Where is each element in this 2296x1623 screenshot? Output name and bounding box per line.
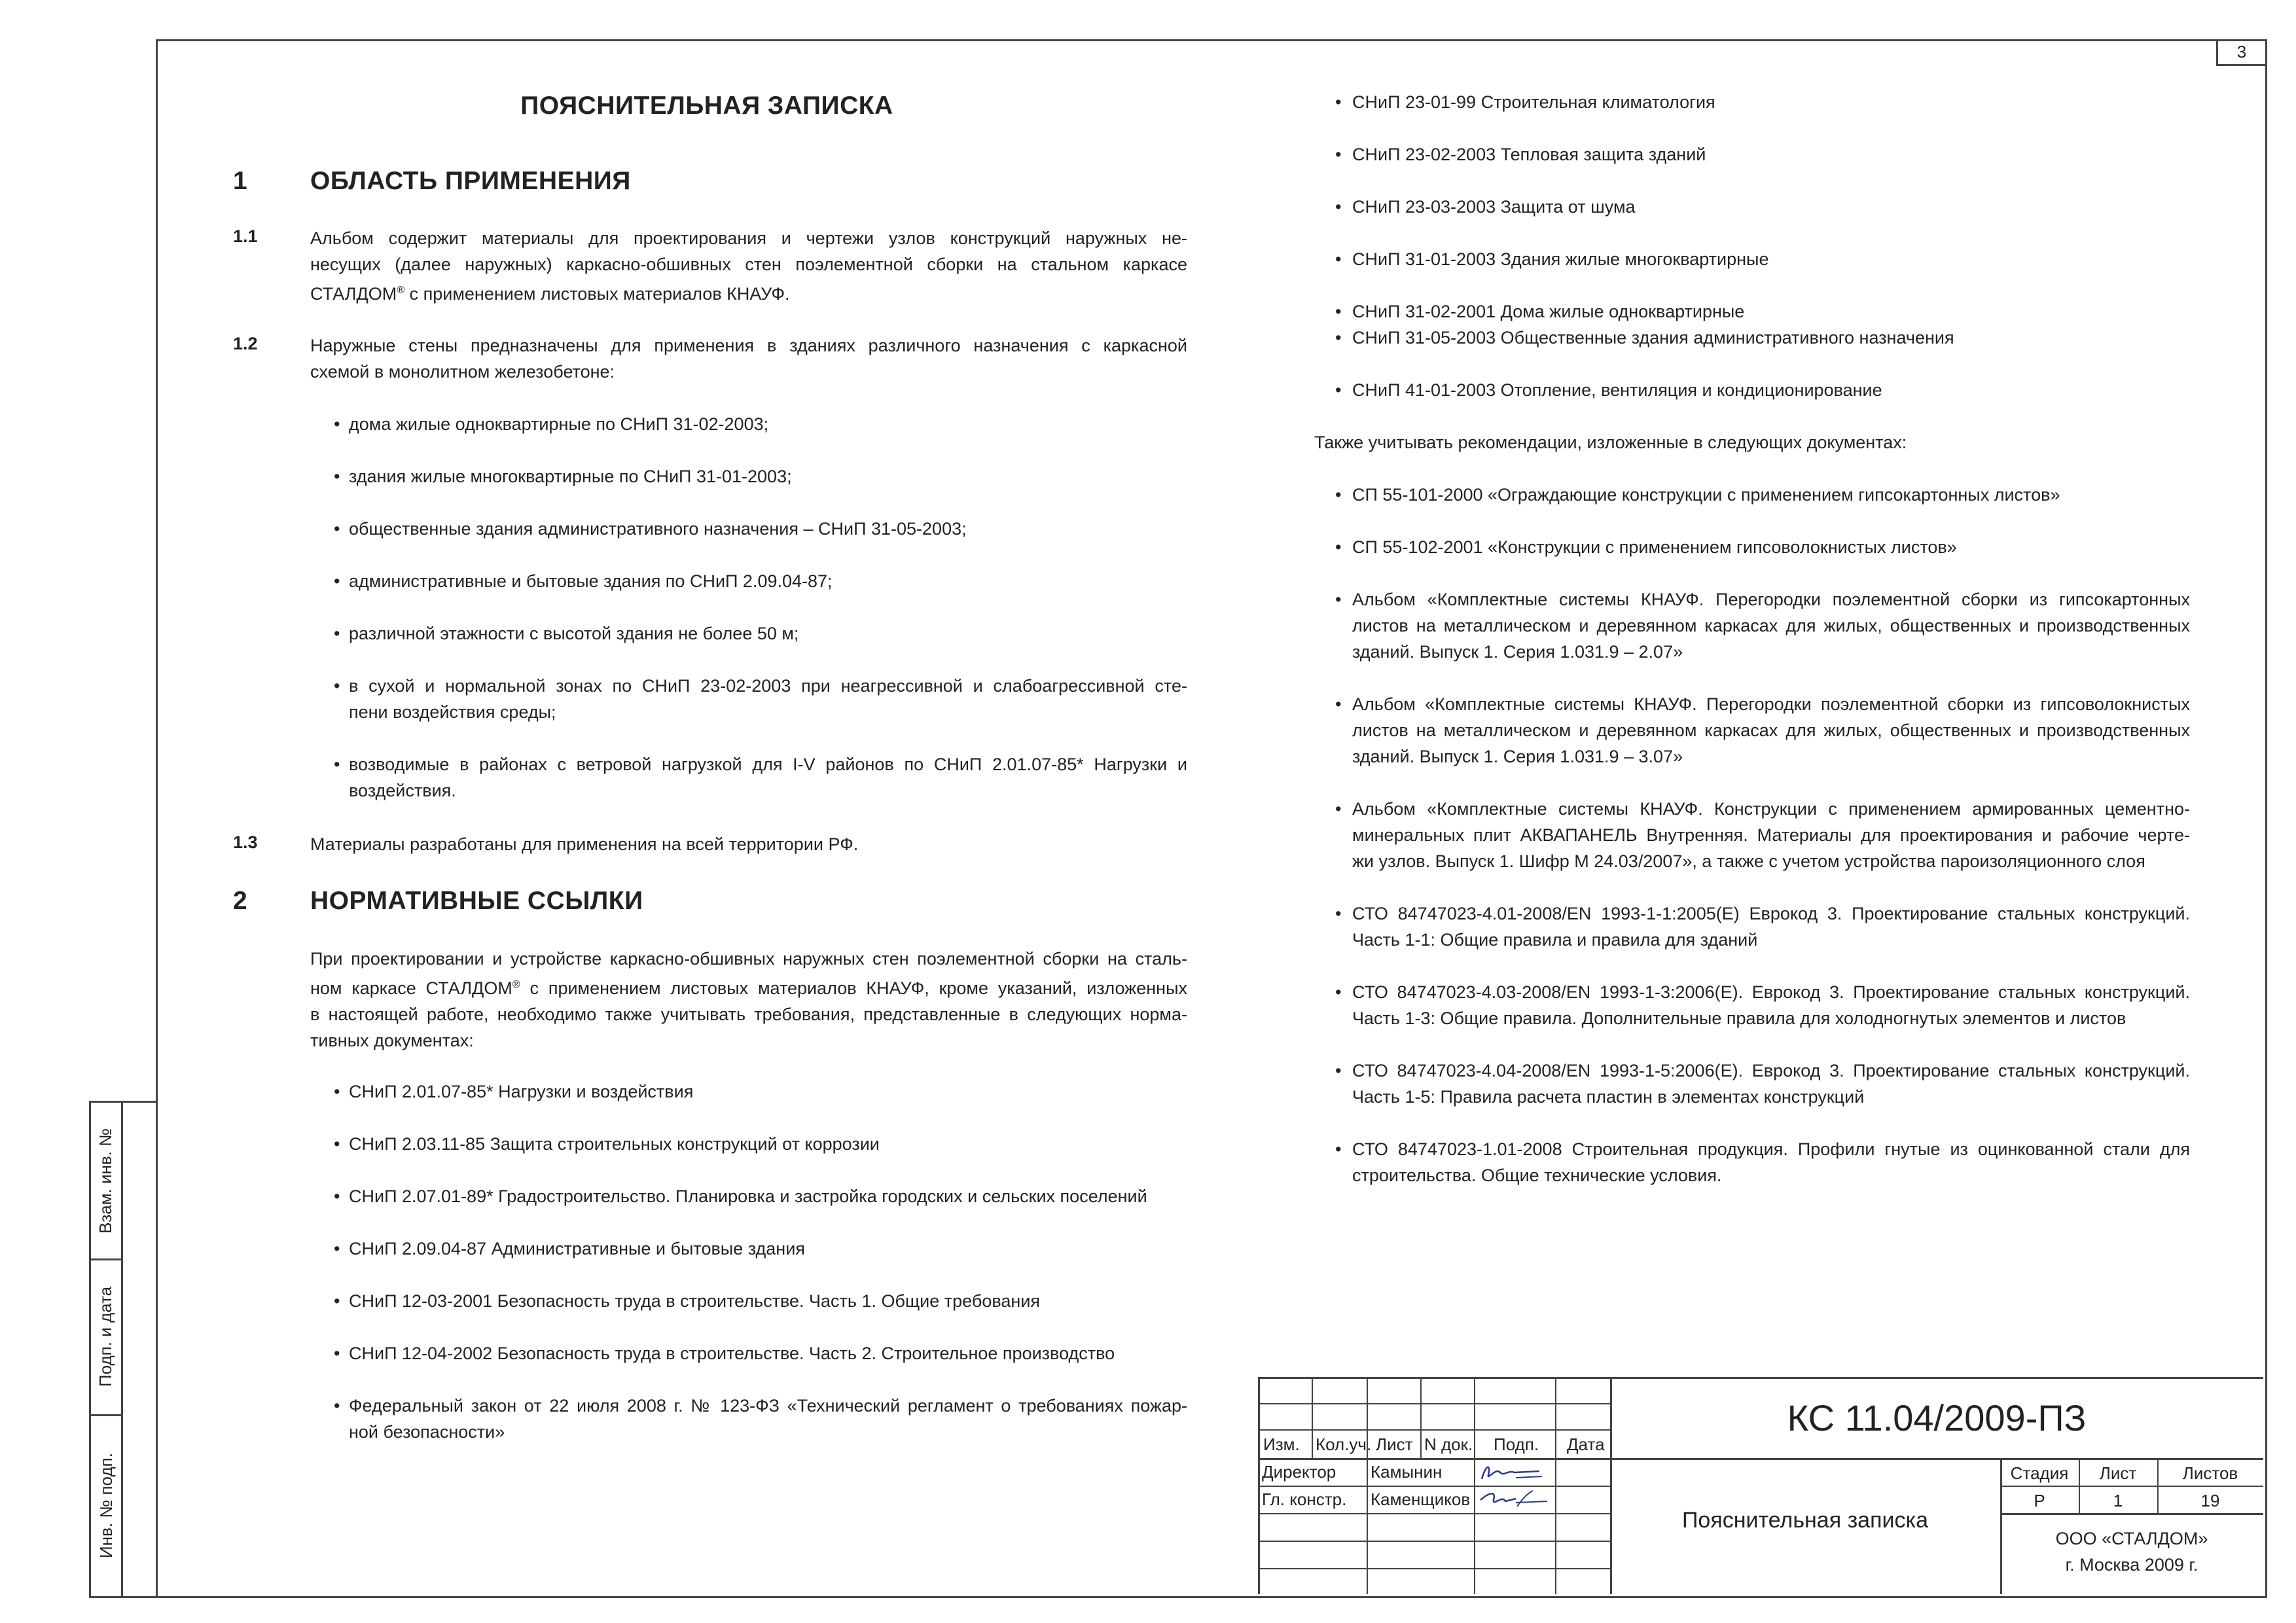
sheets-value: 19 [2200, 1491, 2220, 1510]
page-number: 3 [2216, 39, 2265, 66]
list-item: дома жилые одноквартирные по СНиП 31-02-2003; [349, 414, 769, 434]
bullet-dot: • [334, 571, 340, 591]
list-item: различной этажности с высотой здания не более 50 м; [349, 624, 799, 643]
sheets-header: Листов [2182, 1463, 2238, 1483]
reference-item: СНиП 23-01-99 Строительная климатология [1352, 92, 1715, 112]
reference-item: СТО 84747023-4.01-2008/EN 1993-1-1:2005(E) Еврокод 3. Проектирование стальных конструкций. Часть 1-1: Общие правила и правила для зданий [1352, 904, 2190, 950]
column-header: Изм. [1263, 1435, 1300, 1454]
bullet-dot: • [334, 1082, 340, 1101]
bullet-dot: • [1335, 904, 1342, 923]
list-item: в сухой и нормальной зонах по СНиП 23-02-2003 при неагрессивной и слабоагрессивной сте- пени воздействия среды; [349, 676, 1187, 722]
reference-item: СНиП 31-05-2003 Общественные здания административного назначения [1352, 328, 1954, 348]
title-block [1258, 1377, 2263, 1594]
bullet-dot: • [334, 519, 340, 539]
document-code: КС 11.04/2009-ПЗ [1787, 1397, 2087, 1438]
section-title: НОРМАТИВНЫЕ ССЫЛКИ [310, 887, 643, 915]
reference-item: СНиП 23-03-2003 Защита от шума [1352, 197, 1636, 217]
paragraph-number: 1.3 [233, 832, 258, 852]
column-header: Дата [1567, 1435, 1605, 1454]
reference-item: СНиП 31-02-2001 Дома жилые одноквартирные [1352, 302, 1745, 321]
bullet-dot: • [1335, 537, 1342, 557]
name-chief-designer: Каменщиков [1371, 1489, 1471, 1509]
side-stamp [89, 1101, 158, 1598]
bullet-dot: • [334, 624, 340, 643]
bullet-dot: • [1335, 302, 1342, 321]
stamp-label-signature-date: Подп. и дата [96, 1286, 116, 1387]
bullet-dot: • [334, 1186, 340, 1206]
list-item: административные и бытовые здания по СНиП 2.09.04-87; [349, 571, 833, 591]
sheet-value: 1 [2113, 1491, 2123, 1510]
bullet-dot: • [1335, 694, 1342, 714]
bullet-dot: • [334, 755, 340, 774]
city-year: г. Москва 2009 г. [2065, 1555, 2198, 1575]
bullet-dot: • [1335, 92, 1342, 112]
column-header: Лист [1376, 1435, 1413, 1454]
reference-item: СНиП 2.03.11-85 Защита строительных конструкций от коррозии [349, 1134, 880, 1154]
bullet-dot: • [1335, 145, 1342, 164]
sheet-header: Лист [2099, 1463, 2137, 1483]
bullet-dot: • [334, 414, 340, 434]
page-title: ПОЯСНИТЕЛЬНАЯ ЗАПИСКА [520, 92, 893, 120]
stage-header: Стадия [2010, 1463, 2069, 1483]
stamp-label-inventory: Инв. № подп. [96, 1452, 116, 1558]
document-name: Пояснительная записка [1681, 1508, 1929, 1533]
bullet-dot: • [334, 1396, 340, 1416]
bullet-dot: • [1335, 982, 1342, 1002]
bullet-dot: • [1335, 799, 1342, 819]
bullet-dot: • [334, 1239, 340, 1258]
reference-item: Альбом «Комплектные системы КНАУФ. Конструкции с применением армированных цементно- минеральных плит АКВАПАНЕЛЬ Внутренняя. Материалы для проектирования и рабочие черте- жи узлов. Выпуск 1. Шифр М 24.03/2007», а также с учетом устройства пароизоляционного слоя [1352, 799, 2190, 871]
bullet-dot: • [334, 1344, 340, 1363]
role-director: Директор [1262, 1462, 1336, 1482]
reference-item: СНиП 2.09.04-87 Административные и бытовые здания [349, 1239, 805, 1258]
name-director: Камынин [1371, 1462, 1443, 1482]
bullet-dot: • [1335, 485, 1342, 505]
reference-item: СНиП 41-01-2003 Отопление, вентиляция и кондиционирование [1352, 380, 1882, 400]
list-item: общественные здания административного назначения – СНиП 31-05-2003; [349, 519, 967, 539]
bullet-dot: • [1335, 1139, 1342, 1159]
list-item: возводимые в районах с ветровой нагрузкой для I-V районов по СНиП 2.01.07-85* Нагрузки и воздействия. [349, 755, 1187, 800]
section-number: 1 [233, 167, 247, 195]
paragraph-1-3: Материалы разработаны для применения на всей территории РФ. [310, 834, 859, 854]
reference-item: СП 55-102-2001 «Конструкции с применением гипсоволокнистых листов» [1352, 537, 1957, 557]
bullet-dot: • [1335, 1061, 1342, 1080]
column-header: N док. [1424, 1435, 1473, 1454]
reference-item: СНиП 2.01.07-85* Нагрузки и воздействия [349, 1082, 694, 1101]
paragraph-number: 1.2 [233, 334, 258, 353]
bullet-dot: • [334, 467, 340, 486]
reference-item: СТО 84747023-4.03-2008/EN 1993-1-3:2006(E). Еврокод 3. Проектирование стальных конструкций. Часть 1-3: Общие правила. Дополнительные правила для холодногнутых элементов и листов [1352, 982, 2190, 1028]
reference-item: СТО 84747023-1.01-2008 Строительная продукция. Профили гнутые из оцинкованной стали для строительства. Общие технические условия. [1352, 1139, 2190, 1185]
reference-item: СНиП 12-04-2002 Безопасность труда в строительстве. Часть 2. Строительное производство [349, 1344, 1115, 1363]
bullet-dot: • [1335, 380, 1342, 400]
bullet-dot: • [1335, 328, 1342, 348]
bullet-dot: • [334, 1134, 340, 1154]
signature-director [1477, 1461, 1554, 1484]
reference-item: СНиП 12-03-2001 Безопасность труда в строительстве. Часть 1. Общие требования [349, 1291, 1041, 1311]
reference-item: СП 55-101-2000 «Ограждающие конструкции с применением гипсокартонных листов» [1352, 485, 2060, 505]
bullet-dot: • [1335, 590, 1342, 609]
paragraph-1-2: Наружные стены предназначены для применения в зданиях различного назначения с каркасной схемой в монолитном железобетоне: [310, 336, 1187, 382]
signature-chief-designer [1477, 1487, 1554, 1513]
paragraph-1-1: Альбом содержит материалы для проектирования и чертежи узлов конструкций наружных не- несущих (далее наружных) каркасно-обшивных стен поэлементной сборки на стальном каркасе СТАЛДОМ® с применением листовых материалов КНАУФ. [310, 228, 1187, 304]
role-chief-designer: Гл. констр. [1262, 1489, 1347, 1509]
section-number: 2 [233, 887, 247, 915]
reference-item: СНиП 31-01-2003 Здания жилые многоквартирные [1352, 249, 1769, 269]
reference-item: Альбом «Комплектные системы КНАУФ. Перегородки поэлементной сборки из гипсокартонных листов на металлическом и деревянном каркасах для жилых, общественных и производственных зданий. Выпуск 1. Серия 1.031.9 – 2.07» [1352, 590, 2190, 662]
reference-item: Федеральный закон от 22 июля 2008 г. № 123-ФЗ «Технический регламент о требованиях пожар- ной безопасности» [349, 1396, 1187, 1442]
organization: ООО «СТАЛДОМ» [2055, 1529, 2208, 1548]
stage-value: Р [2034, 1491, 2045, 1510]
reference-item: Альбом «Комплектные системы КНАУФ. Перегородки поэлементной сборки из гипсоволокнистых листов на металлическом и деревянном каркасах для жилых, общественных и производственных зданий. Выпуск 1. Серия 1.031.9 – 3.07» [1352, 694, 2190, 766]
column-header: Кол.уч. [1316, 1435, 1372, 1454]
bullet-dot: • [1335, 249, 1342, 269]
bullet-dot: • [334, 1291, 340, 1311]
bullet-dot: • [1335, 197, 1342, 217]
paragraph-number: 1.1 [233, 226, 258, 246]
stamp-label-replacement: Взам. инв. № [96, 1128, 116, 1234]
reference-item: СНиП 23-02-2003 Тепловая защита зданий [1352, 145, 1706, 164]
section-2-intro: При проектировании и устройстве каркасно-обшивных наружных стен поэлементной сборки на сталь- ном каркасе СТАЛДОМ® с применением листовых материалов КНАУФ, кроме указаний, изложенных в настоящей работе, необходимо также учитывать требования, представленные в следующих норма- тивных документах: [310, 949, 1187, 1050]
reference-item: СТО 84747023-4.04-2008/EN 1993-1-5:2006(E). Еврокод 3. Проектирование стальных конструкций. Часть 1-5: Правила расчета пластин в элементах конструкций [1352, 1061, 2190, 1107]
list-item: здания жилые многоквартирные по СНиП 31-01-2003; [349, 467, 792, 486]
reference-item: СНиП 2.07.01-89* Градостроительство. Планировка и застройка городских и сельских поселений [349, 1186, 1147, 1206]
section-title: ОБЛАСТЬ ПРИМЕНЕНИЯ [310, 167, 631, 195]
bullet-dot: • [334, 676, 340, 696]
column-header: Подп. [1494, 1435, 1539, 1454]
recommendations-intro: Также учитывать рекомендации, изложенные в следующих документах: [1314, 433, 1907, 452]
